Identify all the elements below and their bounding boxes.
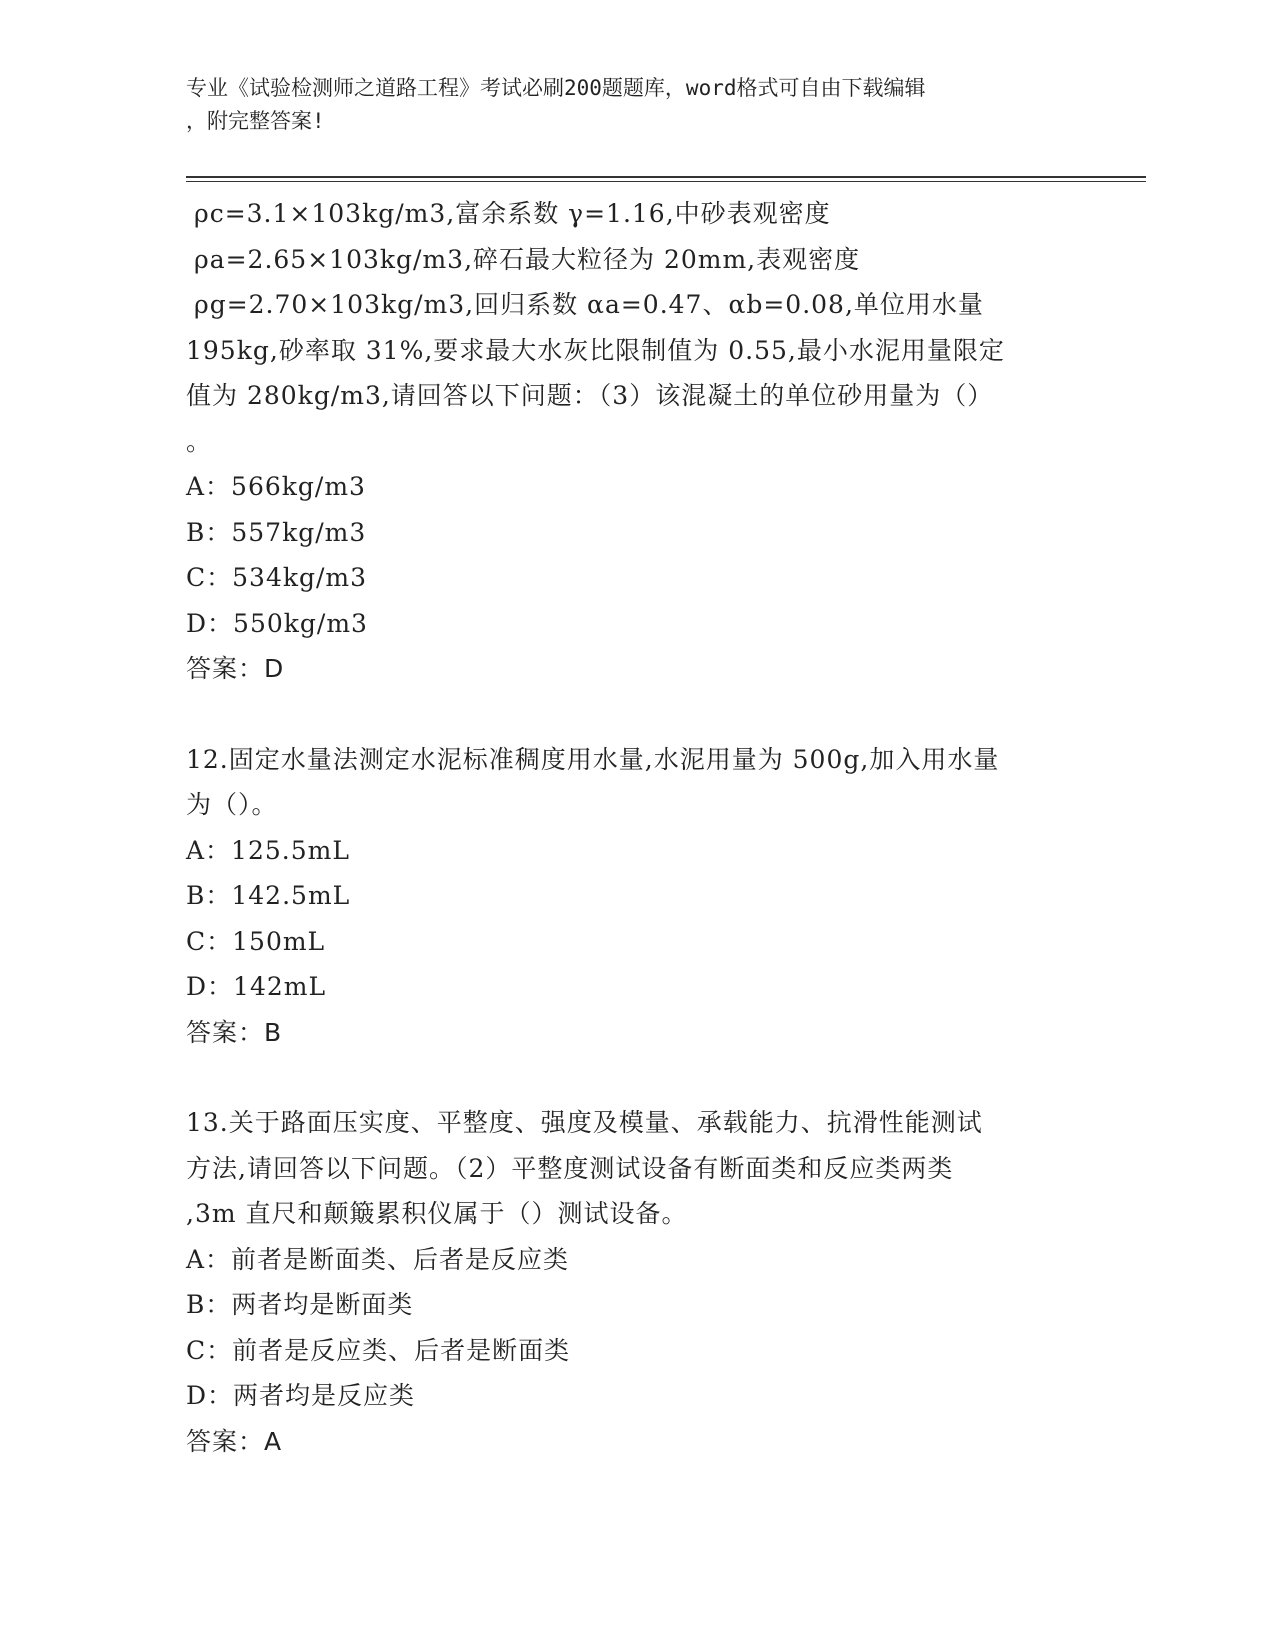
- question-spacer: [186, 692, 1086, 737]
- option-d: D：两者均是反应类: [186, 1381, 416, 1410]
- question-text-line: ρg=2.70×103kg/m3,回归系数 αa=0.47、αb=0.08,单位用水量: [194, 290, 984, 319]
- header-divider-thin: [186, 181, 1146, 182]
- option-b: B：557kg/m3: [186, 517, 367, 547]
- question-text-line: 值为 280kg/m3,请回答以下问题：（3）该混凝土的单位砂用量为（）: [186, 381, 994, 410]
- answer-label: 答案：A: [186, 1426, 283, 1456]
- option-a: A：前者是断面类、后者是反应类: [186, 1244, 570, 1274]
- question-11: [186, 191, 1086, 692]
- answer-label: 答案：D: [186, 654, 285, 683]
- header-line-2: ，附完整答案!: [186, 109, 325, 133]
- question-text-line: ρa=2.65×103kg/m3,碎石最大粒径为 20mm,表观密度: [194, 244, 861, 274]
- question-text-line: ρc=3.1×103kg/m3,富余系数 γ=1.16,中砂表观密度: [194, 199, 831, 228]
- answer-label: 答案：B: [186, 1017, 283, 1047]
- document-header: [186, 72, 1086, 138]
- question-text-line: 13.关于路面压实度、平整度、强度及模量、承载能力、抗滑性能测试: [186, 1108, 983, 1137]
- option-b: B：142.5mL: [186, 881, 351, 910]
- header-divider-thick: [186, 176, 1146, 178]
- header-line-1: 专业《试验检测师之道路工程》考试必刷200题题库，word格式可自由下载编辑: [186, 76, 926, 100]
- option-b: B：两者均是断面类: [186, 1290, 414, 1319]
- question-list: [186, 191, 1086, 1464]
- option-a: A：566kg/m3: [186, 472, 366, 501]
- question-text-line: 方法,请回答以下问题。（2）平整度测试设备有断面类和反应类两类: [186, 1153, 954, 1183]
- question-13: [186, 1100, 1086, 1464]
- question-spacer: [186, 1055, 1086, 1100]
- question-text-line: 为（）。: [186, 790, 278, 819]
- question-text-line: ,3m 直尺和颠簸累积仪属于（）测试设备。: [186, 1199, 688, 1228]
- question-text-line: 195kg,砂率取 31%,要求最大水灰比限制值为 0.55,最小水泥用量限定: [186, 335, 1005, 365]
- option-c: C：150mL: [186, 926, 326, 956]
- option-c: C：534kg/m3: [186, 563, 368, 592]
- option-d: D：142mL: [186, 972, 327, 1001]
- question-12: [186, 737, 1086, 1056]
- option-c: C：前者是反应类、后者是断面类: [186, 1335, 571, 1365]
- question-text-line: 。: [186, 426, 213, 456]
- option-d: D：550kg/m3: [186, 608, 368, 638]
- option-a: A：125.5mL: [186, 835, 350, 865]
- question-text-line: 12.固定水量法测定水泥标准稠度用水量,水泥用量为 500g,加入用水量: [186, 744, 1000, 774]
